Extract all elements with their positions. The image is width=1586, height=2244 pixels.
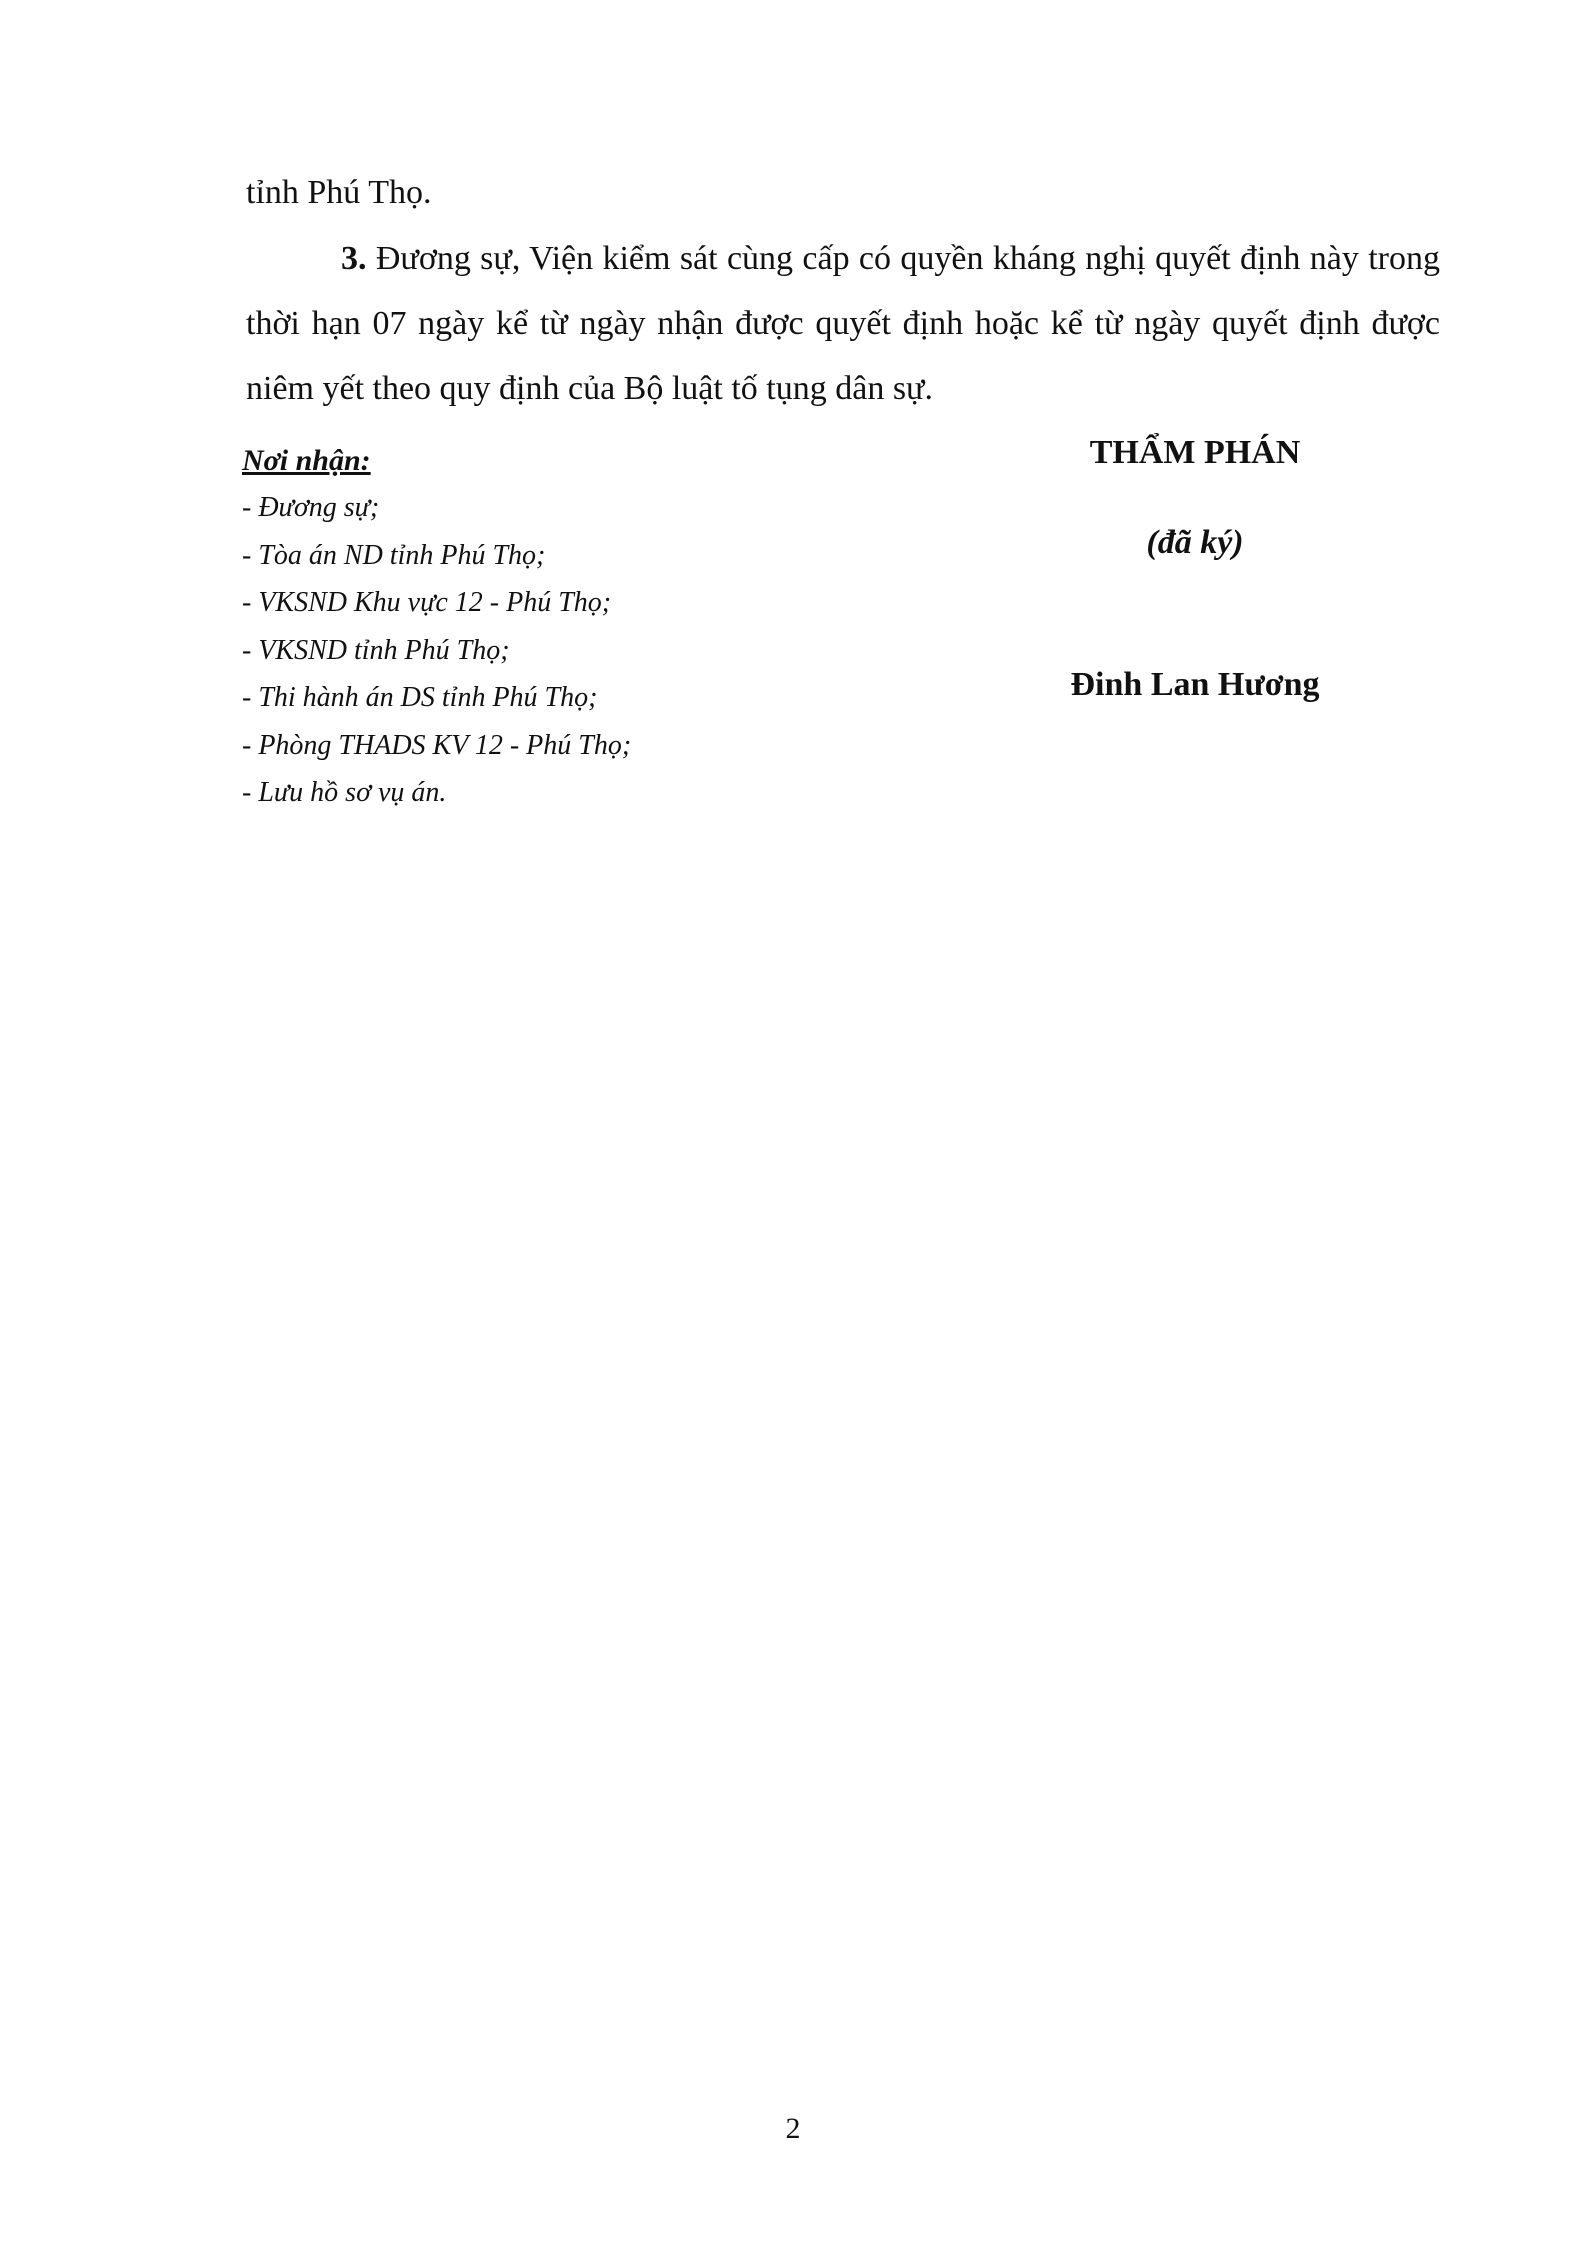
recipient-item: - Tòa án ND tỉnh Phú Thọ; xyxy=(242,539,546,571)
recipient-item: - Lưu hồ sơ vụ án. xyxy=(242,777,447,808)
paragraph-3-number: 3. xyxy=(341,240,367,277)
paragraph-3 xyxy=(246,226,1440,421)
recipients-list xyxy=(242,484,802,817)
recipient-item: - Phòng THADS KV 12 - Phú Thọ; xyxy=(242,729,632,761)
continuation-line: tỉnh Phú Thọ. xyxy=(246,174,432,211)
signer-name: Đinh Lan Hương xyxy=(1070,666,1320,703)
signature-title: THẨM PHÁN xyxy=(1089,434,1301,471)
recipient-item: - VKSND tỉnh Phú Thọ; xyxy=(242,634,510,666)
signature-note: (đã ký) xyxy=(1146,524,1244,561)
recipient-item: - Thi hành án DS tỉnh Phú Thọ; xyxy=(242,682,598,713)
recipients-heading: Nơi nhận: xyxy=(242,444,371,477)
recipient-item: - Đương sự; xyxy=(242,492,380,523)
paragraph-3-text: Đương sự, Viện kiểm sát cùng cấp có quyền kháng nghị quyết định này trong thời hạn 07 ngày kể từ ngày nhận được quyết định hoặc kể từ ngày quyết định được niêm yết theo quy định của Bộ luật tố tụng dân sự. xyxy=(246,240,1440,407)
recipients-block xyxy=(242,440,802,817)
signature-block xyxy=(1000,428,1390,710)
recipient-item: - VKSND Khu vực 12 - Phú Thọ; xyxy=(242,587,612,618)
page-number: 2 xyxy=(785,2112,801,2145)
